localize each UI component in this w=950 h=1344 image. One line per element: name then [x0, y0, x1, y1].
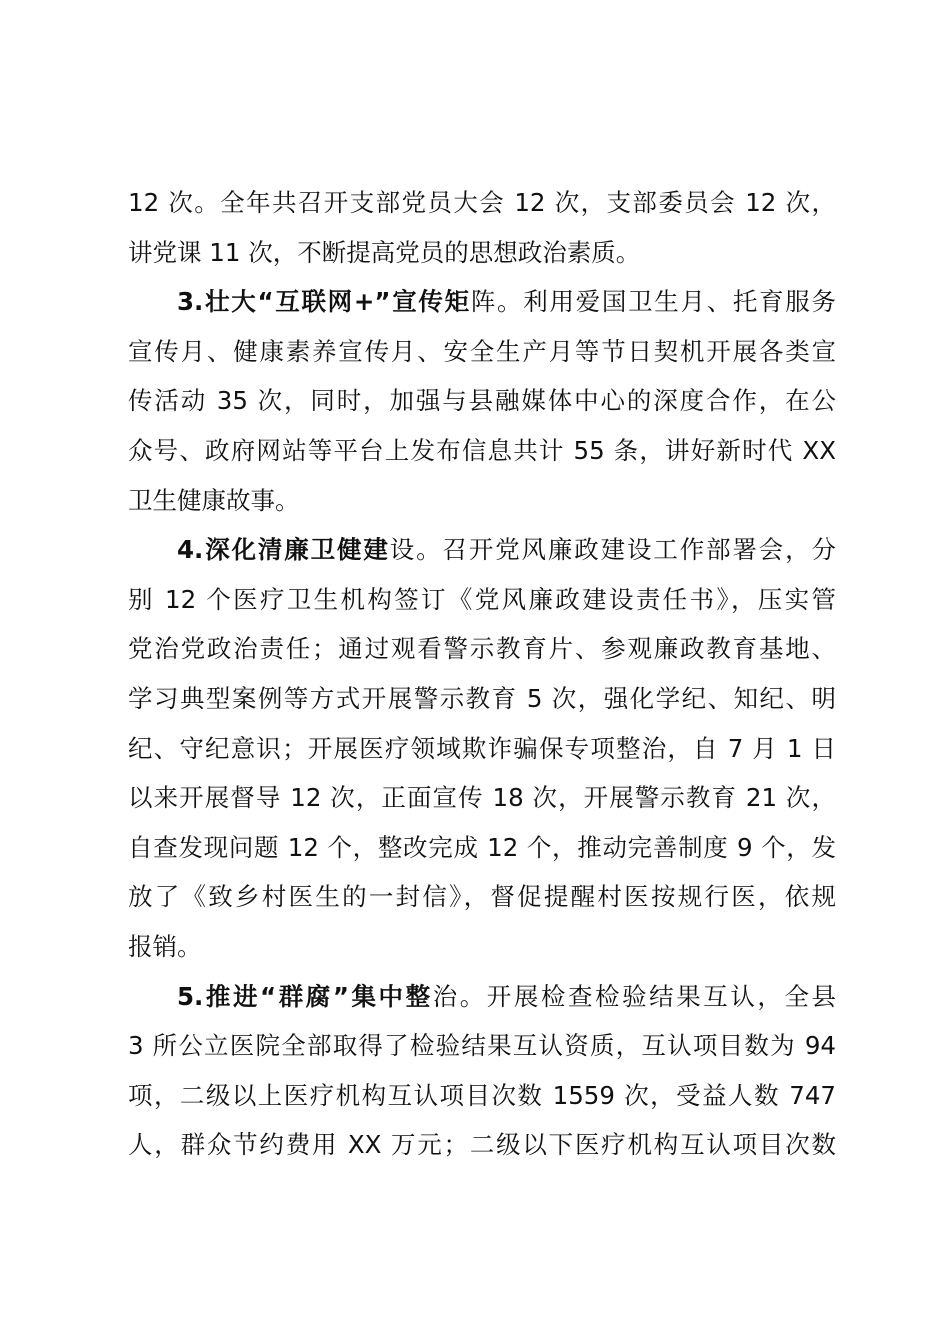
- paragraph-4-line-1-rest: 开展检查检验结果互认，全县: [486, 981, 837, 1011]
- section-5-heading: 5.推进“群腐”集中整: [177, 981, 433, 1011]
- paragraph-1-line-1: 12 次。全年共召开支部党员大会 12 次，支部委员会 12 次，: [128, 188, 836, 217]
- paragraph-4-line-2: 3 所公立医院全部取得了检验结果互认资质，互认项目数为 94: [128, 1031, 836, 1061]
- paragraph-3-line-4: 学习典型案例等方式开展警示教育 5 次，强化学纪、知纪、明: [128, 683, 836, 713]
- paragraph-3-line-5: 纪、守纪意识；开展医疗领域欺诈骗保专项整治，自 7 月 1 日: [128, 733, 836, 763]
- paragraph-3-line-9: 报销。: [128, 931, 202, 961]
- paragraph-3-line-8: 放了《致乡村医生的一封信》，督促提醒村医按规行医，依规: [128, 882, 836, 912]
- paragraph-3-line-1: [128, 525, 836, 575]
- section-4-heading-tail: 设。: [389, 535, 443, 565]
- paragraph-2-line-4: 众号、政府网站等平台上发布信息共计 55 条，讲好新时代 XX: [128, 435, 836, 465]
- section-3-heading: 3.壮大“互联网+”宣传矩: [177, 287, 471, 317]
- paragraph-3-line-1-rest: 召开党风廉政建设工作部署会，分: [442, 535, 837, 565]
- paragraph-2-line-5: 卫生健康故事。: [128, 485, 300, 515]
- paragraph-2-line-1-rest: 利用爱国卫生月、托育服务: [523, 287, 837, 317]
- paragraph-3-line-2: 别 12 个医疗卫生机构签订《党风廉政建设责任书》，压实管: [128, 584, 836, 614]
- paragraph-2-line-2: 宣传月、健康素养宣传月、安全生产月等节日契机开展各类宣: [128, 336, 836, 366]
- paragraph-3-line-7: 自查发现问题 12 个，整改完成 12 个，推动完善制度 9 个，发: [128, 832, 836, 862]
- paragraph-4-line-1: [128, 972, 836, 1022]
- paragraph-4-line-3: 项，二级以上医疗机构互认项目次数 1559 次，受益人数 747: [128, 1080, 836, 1110]
- paragraph-3-line-6: 以来开展督导 12 次，正面宣传 18 次，开展警示教育 21 次，: [128, 783, 836, 813]
- section-4-heading: 4.深化清廉卫健建: [177, 535, 390, 565]
- paragraph-1-line-2: 讲党课 11 次，不断提高党员的思想政治素质。: [128, 237, 641, 267]
- paragraph-2-line-1: [128, 277, 836, 327]
- paragraph-3-line-3: 党治党政治责任；通过观看警示教育片、参观廉政教育基地、: [128, 634, 836, 664]
- paragraph-4-line-4: 人，群众节约费用 XX 万元；二级以下医疗机构互认项目次数: [128, 1130, 836, 1160]
- section-3-heading-tail: 阵。: [470, 287, 524, 317]
- paragraph-2-line-3: 传活动 35 次，同时，加强与县融媒体中心的深度合作，在公: [128, 386, 836, 416]
- section-5-heading-tail: 治。: [432, 981, 487, 1011]
- document-body: [128, 178, 836, 1170]
